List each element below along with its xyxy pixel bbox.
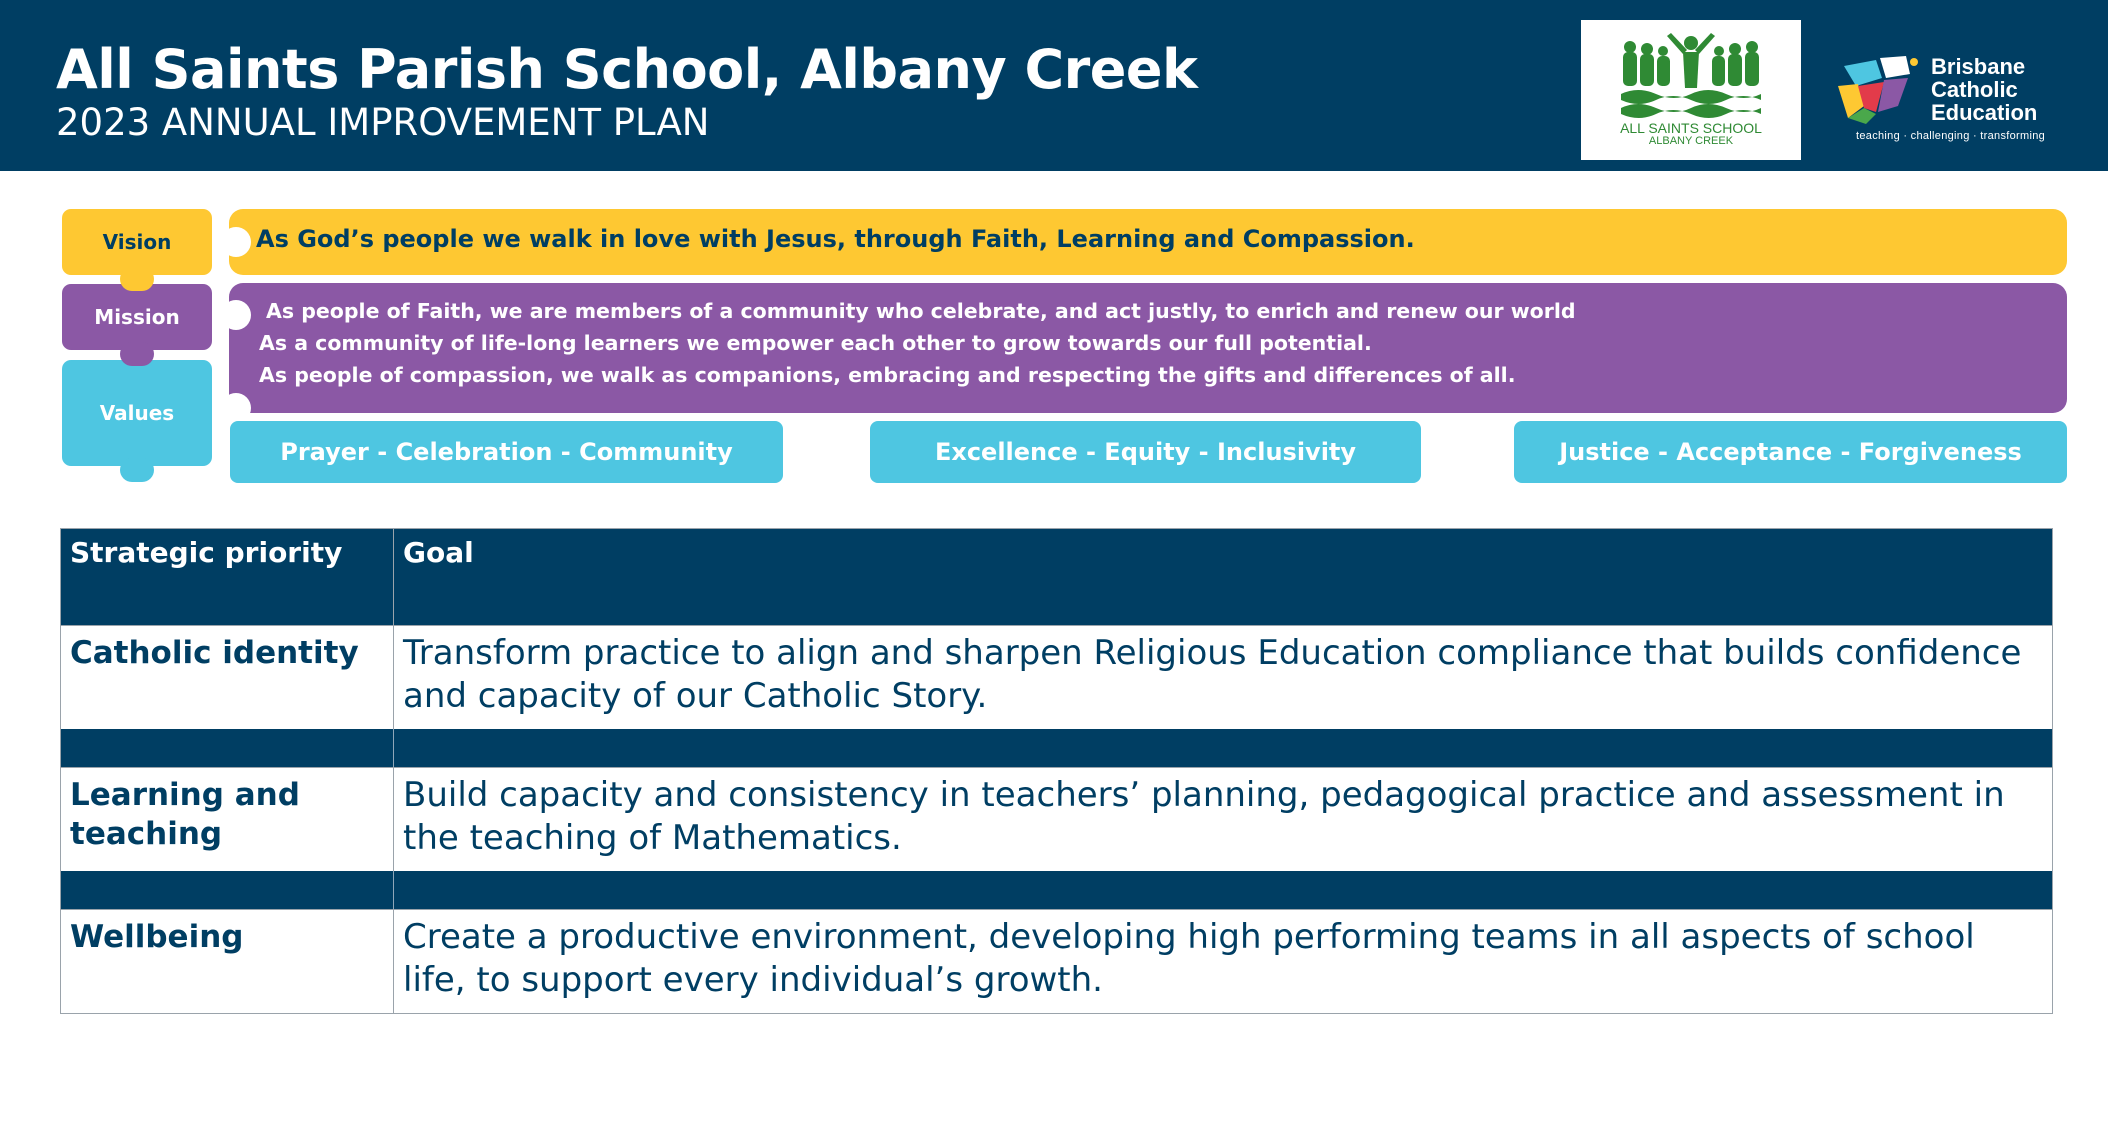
value-box-prayer: Prayer - Celebration - Community (230, 421, 783, 483)
page-header (0, 0, 2108, 171)
bce-name: Brisbane Catholic Education (1931, 54, 2038, 125)
table-row (61, 625, 2052, 729)
priority-cell: Catholic identity (61, 626, 394, 729)
value-box-justice: Justice - Acceptance - Forgiveness (1514, 421, 2067, 483)
vision-statement: As God’s people we walk in love with Jesus, through Faith, Learning and Compassion. (256, 225, 1415, 253)
vision-label: Vision (62, 209, 212, 275)
bce-mark-icon (1836, 56, 1926, 126)
mission-label: Mission (62, 284, 212, 350)
strategic-priority-table (60, 528, 2053, 1014)
mission-line-compassion: As people of compassion, we walk as companions, embracing and respecting the gifts and differences of all. (259, 363, 1516, 387)
values-label: Values (62, 360, 212, 466)
mission-line-faith: As people of Faith, we are members of a community who celebrate, and act justly, to enrich and renew our world (266, 299, 1576, 323)
mission-tab-knob (120, 342, 154, 366)
school-logo-location: ALBANY CREEK (1648, 135, 1734, 147)
mission-banner-notch (221, 300, 251, 330)
mission-banner (229, 283, 2067, 413)
vision-tab-knob (120, 267, 154, 291)
value-box-excellence: Excellence - Equity - Inclusivity (870, 421, 1421, 483)
table-spacer-row (61, 871, 2052, 909)
school-logo-name: ALL SAINTS SCHOOL (1620, 120, 1762, 136)
school-crest-icon (1621, 32, 1761, 122)
vision-banner (229, 209, 2067, 275)
table-spacer-row (61, 729, 2052, 767)
column-header-goal: Goal (403, 536, 474, 569)
values-tab-knob (120, 458, 154, 482)
goal-cell: Build capacity and consistency in teachers’ planning, pedagogical practice and assessment in the teaching of Mathematics. (403, 775, 2005, 858)
bce-tagline: teaching · challenging · transforming (1856, 130, 2046, 142)
school-logo (1581, 20, 1801, 160)
goal-cell: Transform practice to align and sharpen Religious Education compliance that builds confidence and capacity of our Catholic Story. (403, 633, 2022, 716)
table-row (61, 909, 2052, 1013)
table-header-row (61, 529, 2052, 625)
values-banner-notch (221, 393, 251, 423)
bce-logo (1836, 52, 2066, 152)
priority-cell: Learning and teaching (61, 768, 394, 871)
page-title: All Saints Parish School, Albany Creek (56, 38, 1198, 101)
column-header-priority: Strategic priority (61, 529, 394, 625)
page-subtitle: 2023 ANNUAL IMPROVEMENT PLAN (56, 101, 710, 144)
goal-cell: Create a productive environment, developing high performing teams in all aspects of school life, to support every individual’s growth. (403, 917, 1975, 1000)
table-row (61, 767, 2052, 871)
priority-cell: Wellbeing (61, 910, 394, 1013)
vision-banner-notch (221, 227, 251, 257)
mission-line-learners: As a community of life-long learners we empower each other to grow towards our full potential. (259, 331, 1372, 355)
